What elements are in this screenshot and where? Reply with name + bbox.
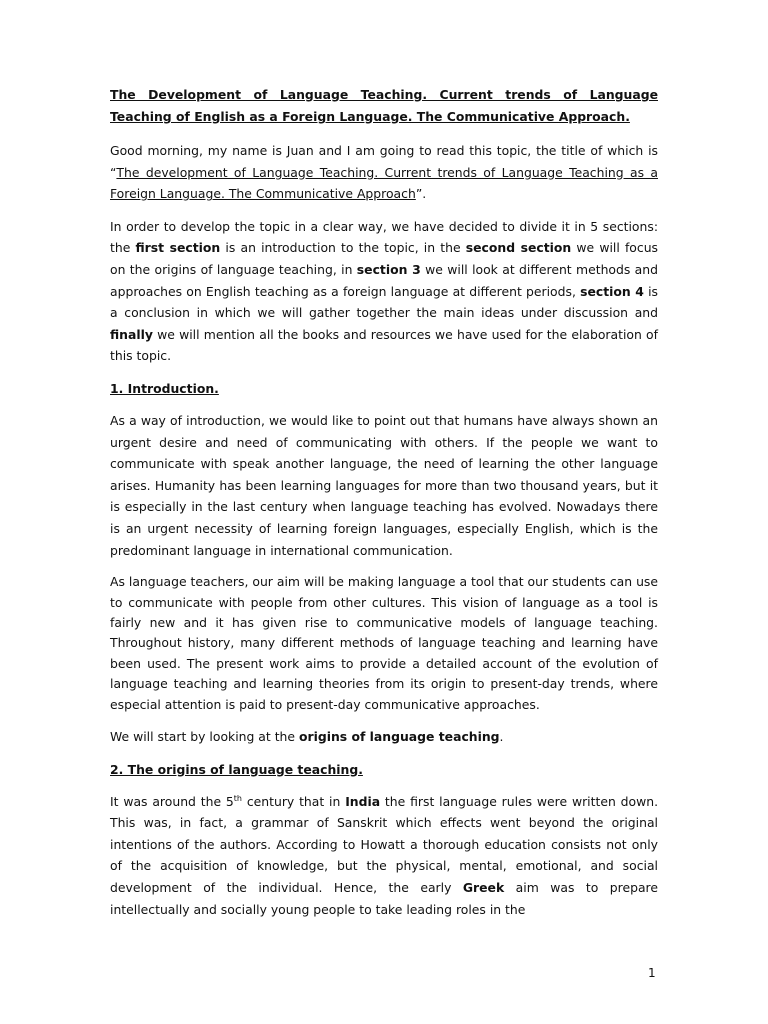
text-run: we will focus on the origins of language teaching, in: [110, 240, 659, 277]
section-2-heading: 2. The origins of language teaching.: [110, 761, 363, 777]
section-1-paragraph-2: As language teachers, our aim will be making language a tool that our students can use to communicate with people from other cultures. This vision of language as a tool is fairly new and it has given rise to communicative models of language teaching. Throughout history, many different methods of language teaching and learning have been used. The present work aims to provide a detailed account of the evolution of language teaching and learning theories from its origin to present-day trends, where especial attention is paid to present-day communicative approaches.: [110, 574, 658, 712]
text-run: In order to develop the topic in a clear way, we have decided to divide it in 5 sections: the: [110, 218, 658, 256]
bold-section-4: section 4: [580, 283, 644, 299]
text-run: We will start by looking at the: [110, 728, 299, 744]
section-1-paragraph-3: [110, 726, 658, 748]
superscript: th: [233, 793, 242, 803]
document-title: The Development of Language Teaching. Current trends of Language Teaching of English as a Foreign Language. The Communicative Approach.: [110, 87, 658, 124]
bold-first-section: first section: [135, 240, 221, 256]
bold-finally: finally: [110, 326, 153, 342]
text-run: we will mention all the books and resources we have used for the elaboration of this topic.: [110, 326, 658, 364]
text-run: century that in: [242, 793, 346, 809]
section-2-paragraph-1: [110, 791, 658, 921]
bold-greek: Greek: [462, 879, 505, 895]
bold-second-section: second section: [465, 240, 572, 256]
text-run: is a conclusion in which we will gather together the main ideas under discussion and: [110, 283, 659, 321]
bold-india: India: [345, 793, 381, 809]
quoted-title: The development of Language Teaching. Current trends of Language Teaching as a Foreign Language. The Communicative Approach: [110, 164, 658, 202]
section-1-heading: 1. Introduction.: [110, 380, 219, 396]
text-run: aim was to prepare intellectually and socially young people to take leading roles in the: [110, 879, 658, 917]
document-page: [110, 84, 658, 931]
intro-paragraph: [110, 140, 658, 205]
bold-origins: origins of language teaching: [298, 728, 500, 744]
section-1-paragraph-1: As a way of introduction, we would like to point out that humans have always shown an urgent desire and need of communicating with others. If the people we want to communicate with speak another language, the need of learning the other language arises. Humanity has been learning languages for more than two thousand years, but it is especially in the last century when language teaching has evolved. Nowadays there is an urgent necessity of learning foreign languages, especially English, which is the predominant language in international communication.: [110, 412, 658, 558]
intro-text-end: ”.: [415, 186, 427, 202]
text-run: the first language rules were written down. This was, in fact, a grammar of Sanskrit which effects went beyond the original intentions of the authors. According to Howatt a thorough education consists not only of the acquisition of knowledge, but the physical, mental, emotional, and social development of the individual. Hence, the early: [110, 793, 659, 895]
text-run: is an introduction to the topic, in the: [220, 240, 466, 256]
page-number: 1: [648, 966, 656, 980]
structure-paragraph: [110, 216, 658, 367]
bold-section-3: section 3: [356, 261, 421, 277]
text-run: It was around the 5: [110, 793, 234, 809]
text-run: we will look at different methods and approaches on English teaching as a foreign language at different periods,: [110, 261, 658, 299]
text-run: .: [499, 728, 504, 744]
intro-text: Good morning, my name is Juan and I am going to read this topic, the title of which is “: [110, 143, 658, 180]
